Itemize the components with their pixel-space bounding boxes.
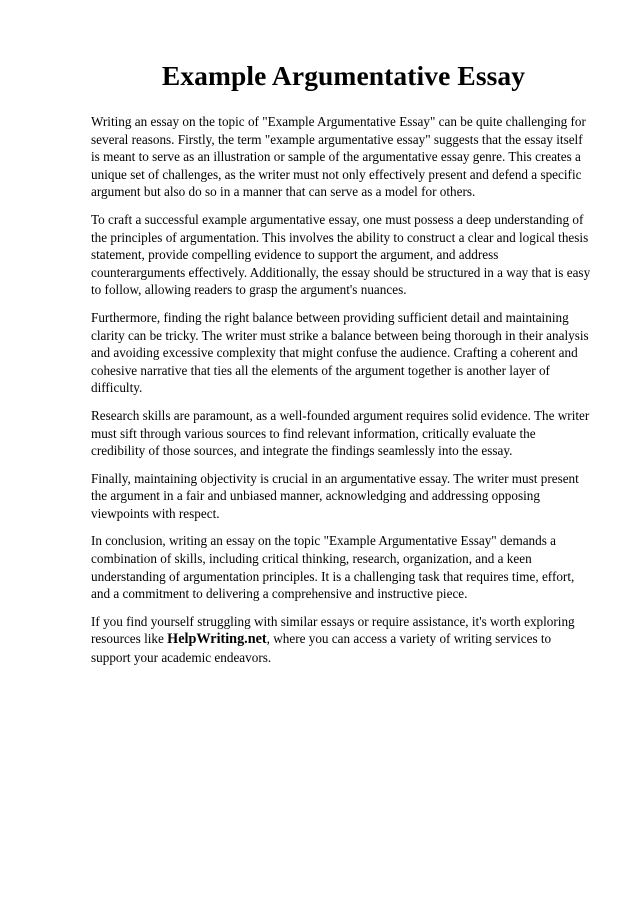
closing-text-after-link: , where you can access a variety of writing services to support your academic endeavors. xyxy=(91,631,552,666)
document-title: Example Argumentative Essay xyxy=(161,60,526,91)
paragraph-intro: Writing an essay on the topic of "Example Argumentative Essay" can be quite challenging for several reasons. Firstly, the term "example argumentative essay" suggests that the essay itself is meant to serve as an illustration or sample of the argumentative essay genre. This creates a unique set of challenges, as the writer must not only effectively present and defend a specific argument but also do so in a manner that can serve as a model for others. xyxy=(91,114,586,200)
paragraph-objectivity: Finally, maintaining objectivity is crucial in an argumentative essay. The writer must present the argument in a fair and unbiased manner, acknowledging and addressing opposing viewpoints with respect. xyxy=(91,470,579,521)
paragraph-craft: To craft a successful example argumentative essay, one must possess a deep understanding of the principles of argumentation. This involves the ability to construct a clear and logical thesis statement, provide compelling evidence to support the argument, and address counterarguments effectively. Additionally, the essay should be structured in a way that is easy to follow, allowing readers to grasp the argument's nuances. xyxy=(91,211,591,298)
closing-text-before-link: If you find yourself struggling with similar essays or require assistance, it's worth exploring resources like xyxy=(91,613,575,647)
paragraph-balance: Furthermore, finding the right balance between providing sufficient detail and maintaining clarity can be tricky. The writer must strike a balance between being thorough in their analysis and avoiding excessive complexity that might confuse the audience. Crafting a coherent and cohesive narrative that ties all the elements of the argument together is another layer of difficulty. xyxy=(91,309,589,396)
helpwriting-link[interactable]: HelpWriting.net xyxy=(167,631,267,648)
paragraph-conclusion: In conclusion, writing an essay on the topic "Example Argumentative Essay" demands a combination of skills, including critical thinking, research, organization, and a keen understanding of argumentation principles. It is a challenging task that requires time, effort, and a commitment to delivering a comprehensive and instructive piece. xyxy=(91,533,575,602)
paragraph-closing xyxy=(91,613,592,667)
paragraph-research: Research skills are paramount, as a well-founded argument requires solid evidence. The writer must sift through various sources to find relevant information, critically evaluate the credibility of those sources, and integrate the findings seamlessly into the essay. xyxy=(91,407,590,459)
